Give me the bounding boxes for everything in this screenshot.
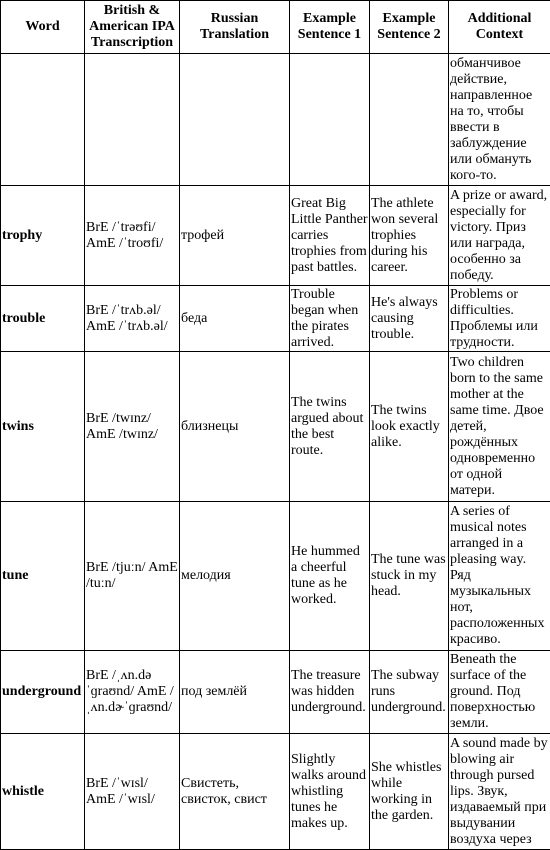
cell-word: twins	[1, 352, 85, 502]
cell-example-2: The twins look exactly alike.	[370, 352, 449, 502]
header-row	[1, 1, 550, 54]
cell-word: whistle	[1, 734, 85, 850]
cell-ipa: BrE /ˌʌn.dəˈɡraʊnd/ AmE /ˌʌn.dɚˈɡraʊnd/	[85, 651, 180, 734]
cell-example-1: Slightly walks around whistling tunes he makes up.	[290, 734, 370, 850]
header-context: Additional Context	[449, 1, 550, 54]
cell-context: A sound made by blowing air through pursed lips. Звук, издаваемый при выдувании воздуха через	[449, 734, 550, 850]
cell-example-1: He hummed a cheerful tune as he worked.	[290, 502, 370, 651]
cell-ipa: BrE /ˈwɪsl/ AmE /ˈwɪsl/	[85, 734, 180, 850]
cell-russian	[180, 54, 290, 186]
table-row	[1, 734, 550, 850]
cell-ipa	[85, 54, 180, 186]
table-row	[1, 352, 550, 502]
table-row	[1, 186, 550, 286]
cell-russian: мелодия	[180, 502, 290, 651]
cell-example-1: The twins argued about the best route.	[290, 352, 370, 502]
cell-word: trouble	[1, 286, 85, 352]
header-example-2: Example Sentence 2	[370, 1, 449, 54]
cell-example-2: She whistles while working in the garden.	[370, 734, 449, 850]
cell-russian: трофей	[180, 186, 290, 286]
header-example-1: Example Sentence 1	[290, 1, 370, 54]
cell-ipa: BrE /ˈtrʌb.əl/ AmE /ˈtrʌb.əl/	[85, 286, 180, 352]
cell-example-1: Trouble began when the pirates arrived.	[290, 286, 370, 352]
cell-example-2: The subway runs underground.	[370, 651, 449, 734]
cell-example-1: Great Big Little Panther carries trophies from past battles.	[290, 186, 370, 286]
header-word: Word	[1, 1, 85, 54]
cell-russian: Свистеть, свисток, свист	[180, 734, 290, 850]
cell-word: trophy	[1, 186, 85, 286]
cell-russian: близнецы	[180, 352, 290, 502]
cell-example-1: The treasure was hidden underground.	[290, 651, 370, 734]
cell-example-2: The athlete won several trophies during his career.	[370, 186, 449, 286]
cell-ipa: BrE /twɪnz/ AmE /twɪnz/	[85, 352, 180, 502]
header-russian: Russian Translation	[180, 1, 290, 54]
cell-context: Beneath the surface of the ground. Под поверхностью земли.	[449, 651, 550, 734]
cell-context: Problems or difficulties. Проблемы или трудности.	[449, 286, 550, 352]
table-row	[1, 286, 550, 352]
cell-example-2: The tune was stuck in my head.	[370, 502, 449, 651]
cell-context: обманчивое действие, направленное на то, чтобы ввести в заблуждение или обмануть кого-то.	[449, 54, 550, 186]
cell-word: tune	[1, 502, 85, 651]
cell-russian: под землёй	[180, 651, 290, 734]
cell-ipa: BrE /ˈtrəʊfi/ AmE /ˈtroʊfi/	[85, 186, 180, 286]
header-ipa: British & American IPA Transcription	[85, 1, 180, 54]
cell-example-2	[370, 54, 449, 186]
cell-context: A series of musical notes arranged in a pleasing way. Ряд музыкальных нот, расположенных красиво.	[449, 502, 550, 651]
cell-word: underground	[1, 651, 85, 734]
cell-context: A prize or award, especially for victory. Приз или награда, особенно за победу.	[449, 186, 550, 286]
cell-example-1	[290, 54, 370, 186]
cell-example-2: He's always causing trouble.	[370, 286, 449, 352]
table-row	[1, 651, 550, 734]
cell-context: Two children born to the same mother at the same time. Двое детей, рождённых одновременно от одной матери.	[449, 352, 550, 502]
table-row	[1, 502, 550, 651]
table-row	[1, 54, 550, 186]
cell-word	[1, 54, 85, 186]
cell-russian: беда	[180, 286, 290, 352]
cell-ipa: BrE /tjuːn/ AmE /tuːn/	[85, 502, 180, 651]
